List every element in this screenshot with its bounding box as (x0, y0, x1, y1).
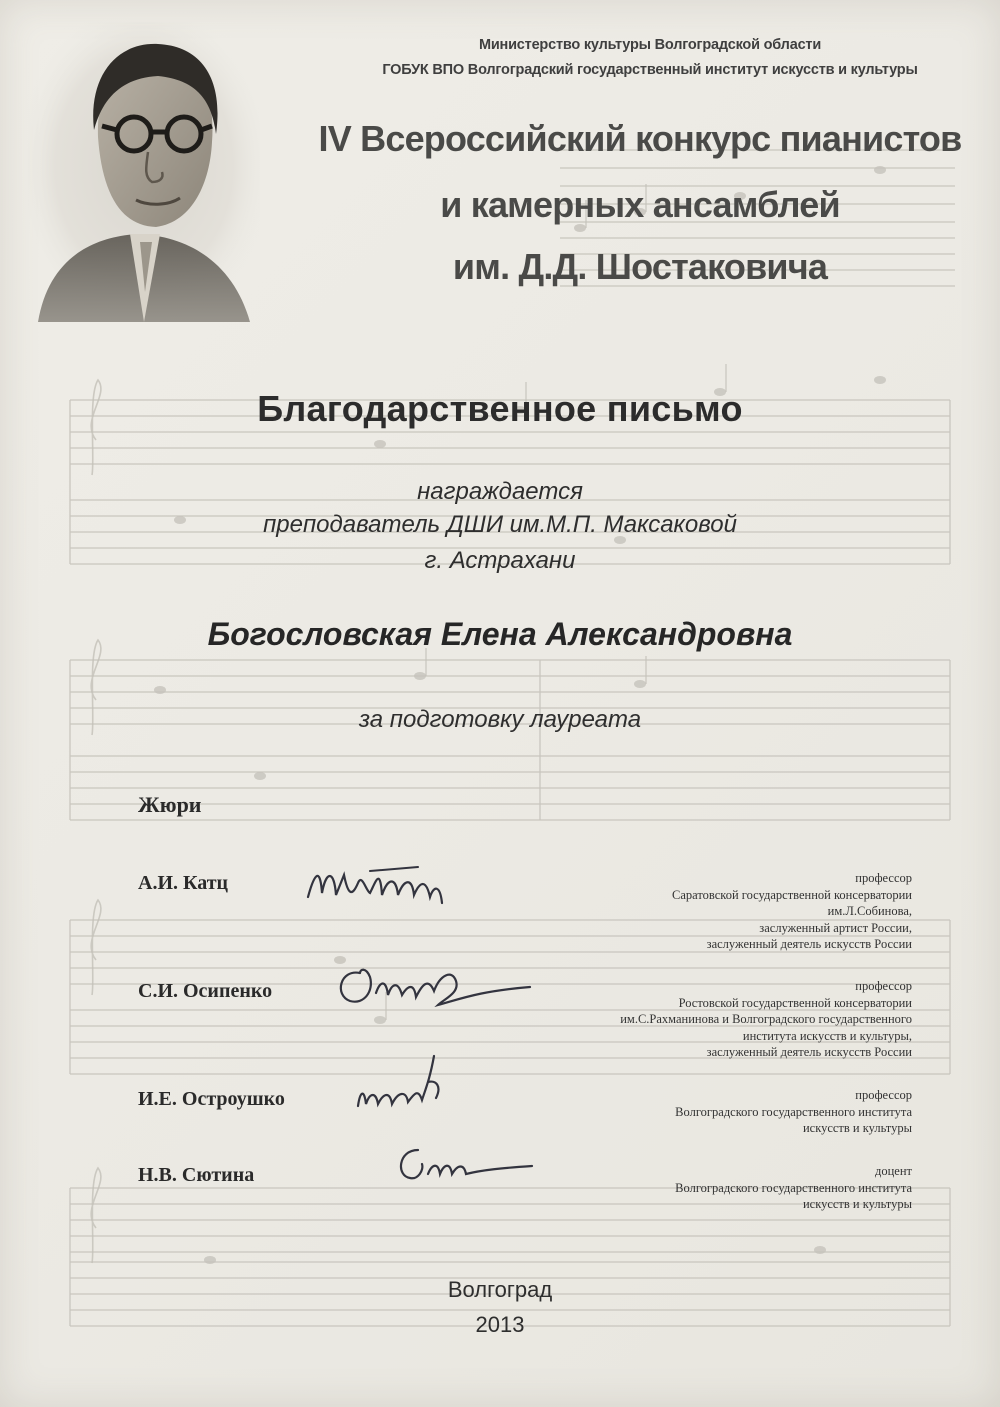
jury-title-line: искусств и культуры (802, 1197, 912, 1211)
jury-member-title (512, 978, 912, 1061)
jury-member-name: Н.В. Сютина (138, 1164, 255, 1186)
jury-title-line: искусств и культуры (802, 1121, 912, 1135)
jury-title-line: Волгоградского государственного института (675, 1180, 912, 1195)
jury-title-line: профессор (855, 979, 912, 993)
composer-portrait (28, 22, 260, 322)
jury-title-line: Волгоградского государственного института (675, 1104, 912, 1119)
jury-title-line: заслуженный деятель искусств России (706, 1045, 912, 1059)
jury-title-line: доцент (875, 1164, 912, 1178)
contest-title-line-2: и камерных ансамблей (440, 184, 840, 225)
signature-ostroushko (350, 1048, 460, 1118)
staff-system-3 (70, 660, 950, 820)
jury-member-name: С.И. Осипенко (138, 980, 273, 1002)
ministry-name: Министерство культуры Волгоградской области (478, 37, 822, 53)
jury-title-line: заслуженный деятель искусств России (706, 937, 912, 951)
recipient-city: г. Астрахани (424, 547, 576, 574)
issue-year: 2013 (475, 1312, 525, 1337)
jury-title-line: профессор (855, 1088, 912, 1102)
award-reason: за подготовку лауреата (358, 706, 642, 733)
jury-title-line: им.С.Рахманинова и Волгоградского государственного (620, 1012, 912, 1026)
jury-title-line: им.Л.Собинова, (827, 904, 912, 918)
contest-title-line-1: IV Всероссийский конкурс пианистов (318, 118, 962, 159)
jury-member-name: А.И. Катц (138, 872, 229, 894)
recipient-name: Богословская Елена Александровна (207, 616, 793, 652)
jury-heading: Жюри (138, 792, 202, 817)
awarded-text: награждается (417, 478, 583, 505)
contest-title-line-3: им. Д.Д. Шостаковича (452, 246, 828, 287)
jury-member-title (512, 1087, 912, 1137)
signature-osipenko (330, 955, 540, 1015)
recipient-position: преподаватель ДШИ им.М.П. Максаковой (263, 511, 737, 538)
jury-member-title (512, 1163, 912, 1213)
jury-title-line: института искусств и культуры, (742, 1028, 912, 1043)
jury-member-name: И.Е. Остроушко (138, 1088, 285, 1110)
jury-title-line: профессор (855, 871, 912, 885)
issue-city: Волгоград (447, 1277, 553, 1302)
signature-katz (300, 855, 460, 915)
document-title: Благодарственное письмо (257, 388, 743, 429)
jury-title-line: Саратовской государственной консерватории (671, 887, 912, 902)
jury-title-line: заслуженный артист России, (759, 920, 912, 935)
institute-name: ГОБУК ВПО Волгоградский государственный институт искусств и культуры (382, 62, 918, 78)
jury-title-line: Ростовской государственной консерватории (678, 995, 912, 1010)
jury-member-title (512, 870, 912, 953)
